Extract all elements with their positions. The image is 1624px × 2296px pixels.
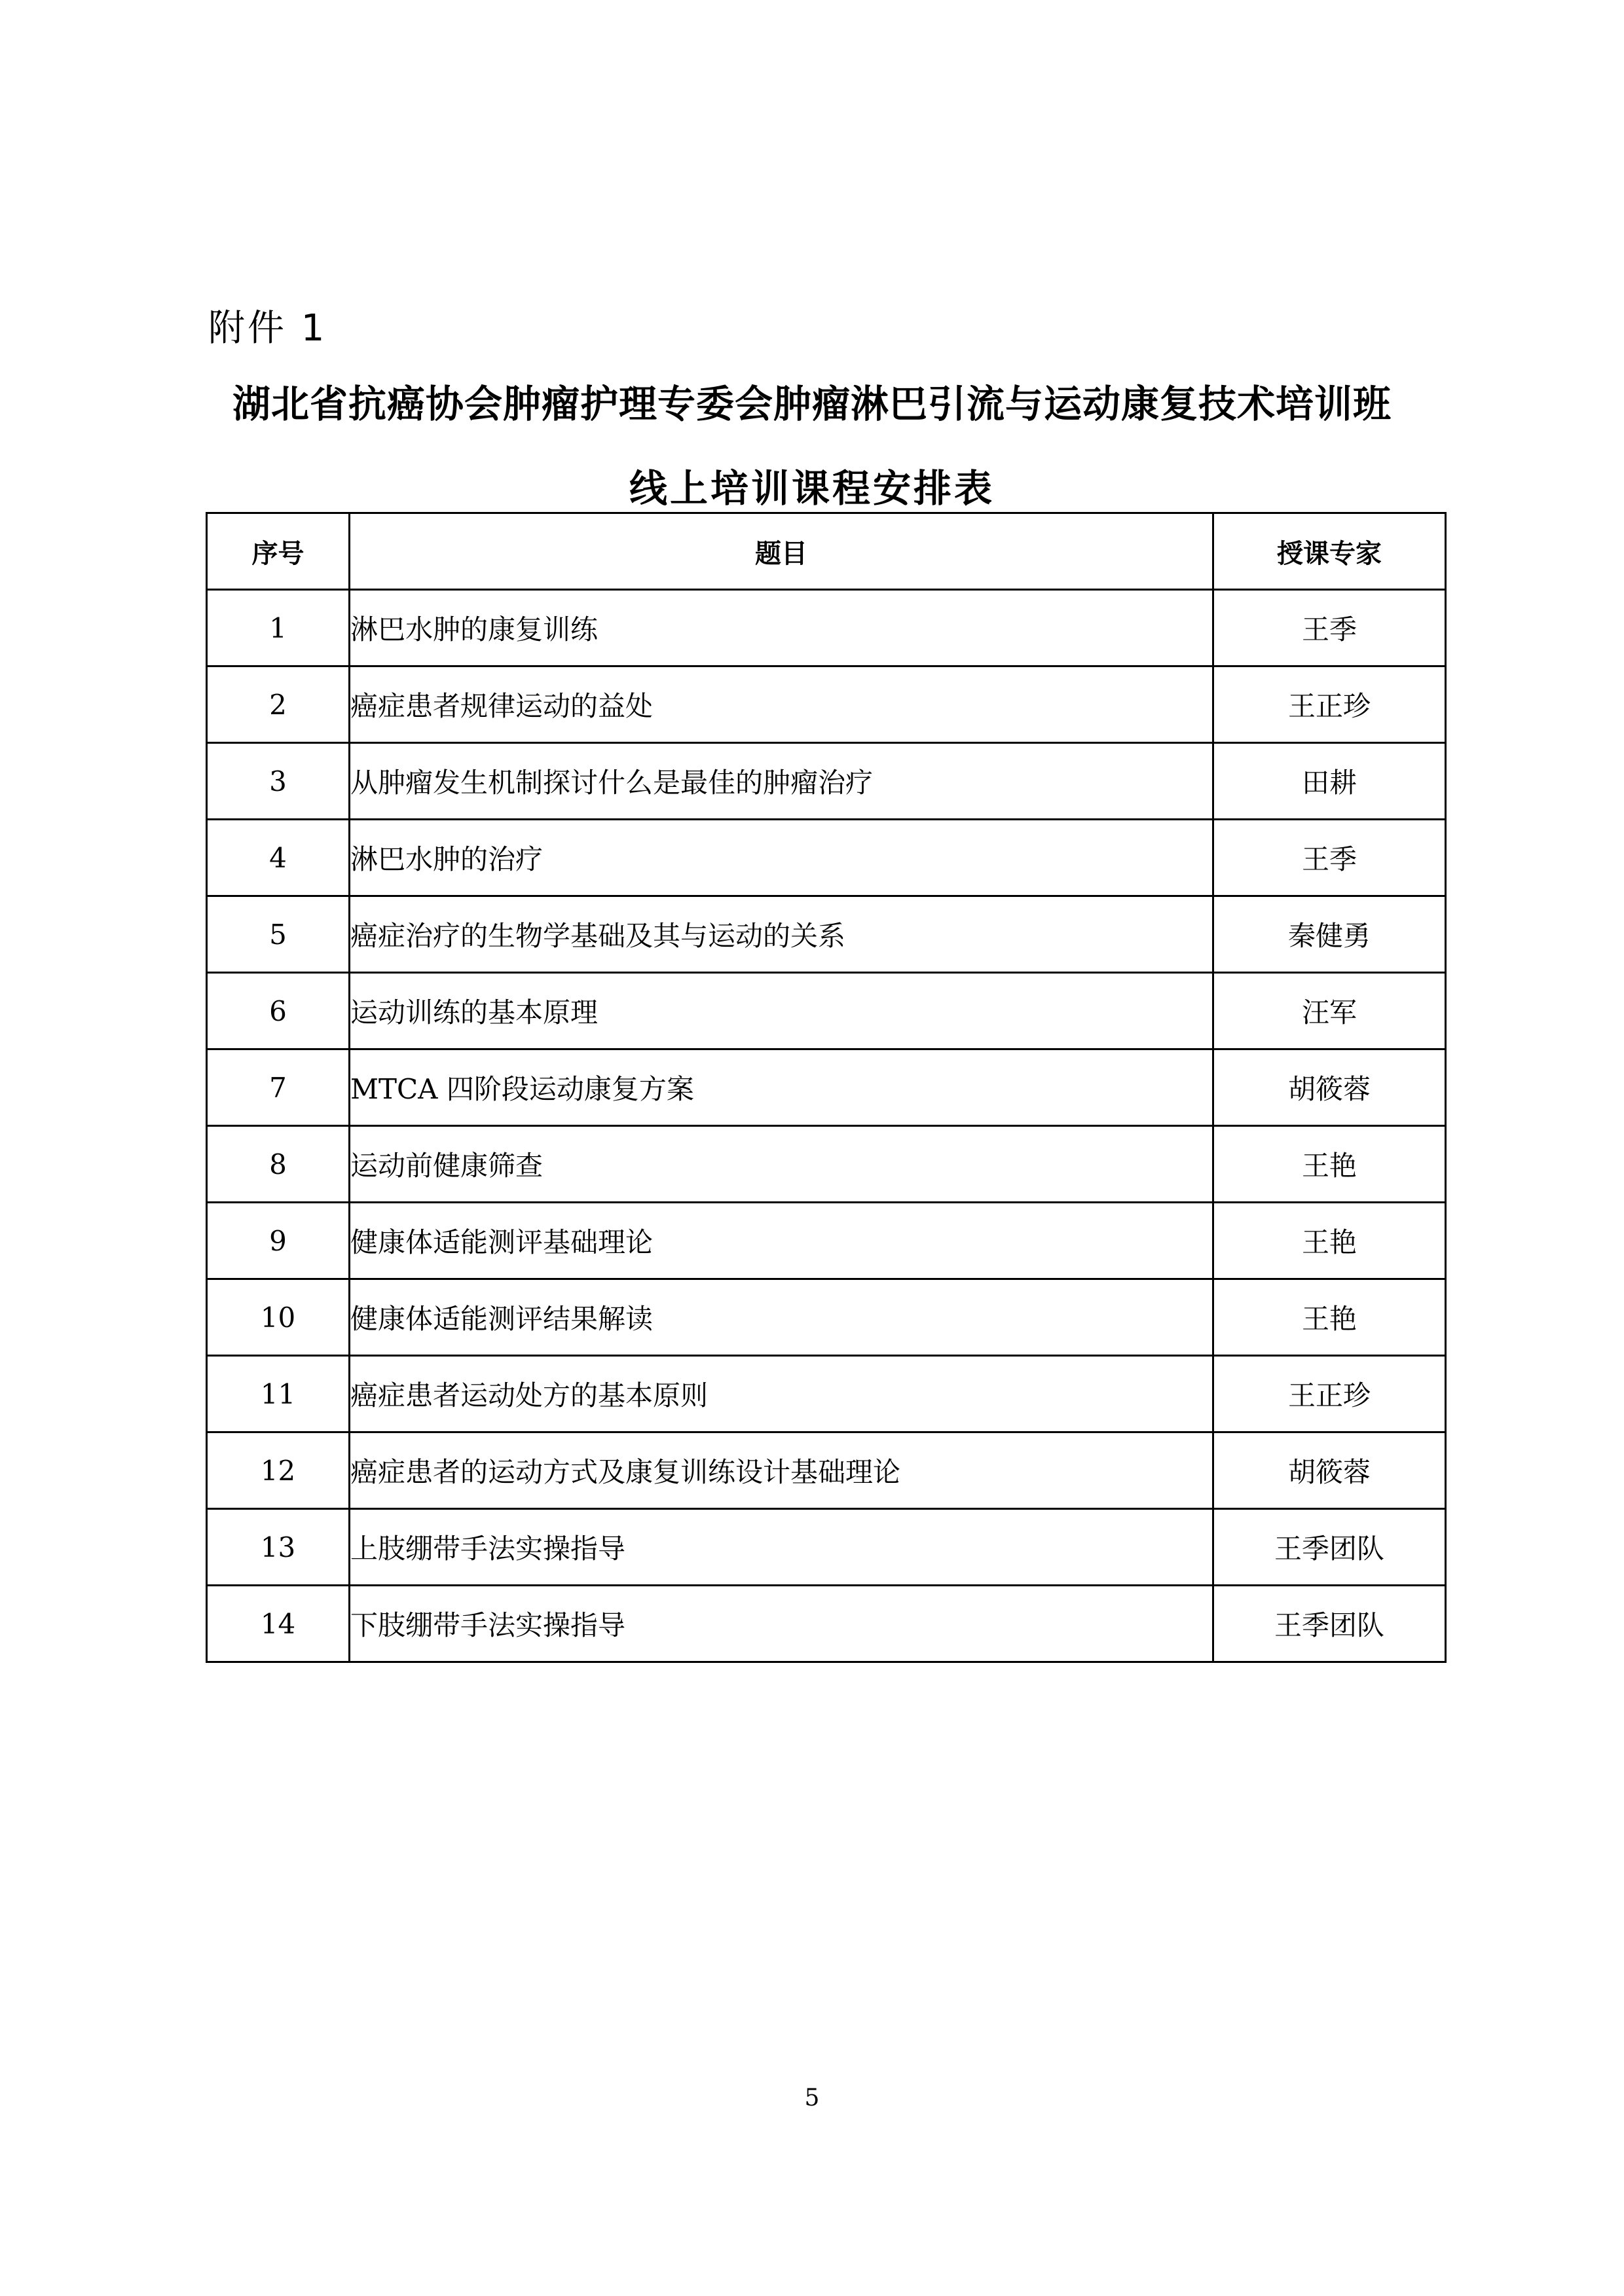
attachment-label: 附件 1 — [208, 307, 327, 350]
table-row — [207, 1126, 1446, 1203]
row-topic: 淋巴水肿的康复训练 — [350, 590, 1213, 666]
row-number: 9 — [207, 1203, 350, 1279]
document-title-line-2: 线上培训课程安排表 — [629, 466, 995, 511]
row-topic: 从肿瘤发生机制探讨什么是最佳的肿瘤治疗 — [350, 743, 1213, 820]
row-expert: 王季 — [1213, 820, 1446, 896]
page-number: 5 — [804, 2085, 820, 2111]
row-expert: 王季团队 — [1213, 1586, 1446, 1662]
table-row — [207, 1279, 1446, 1356]
row-expert: 胡筱蓉 — [1213, 1432, 1446, 1509]
header-topic: 题目 — [350, 513, 1213, 590]
row-expert: 王正珍 — [1213, 666, 1446, 743]
row-number: 3 — [207, 743, 350, 820]
row-expert: 田耕 — [1213, 743, 1446, 820]
row-topic: 癌症患者的运动方式及康复训练设计基础理论 — [350, 1432, 1213, 1509]
row-number: 12 — [207, 1432, 350, 1509]
row-topic: 健康体适能测评结果解读 — [350, 1279, 1213, 1356]
row-expert: 王艳 — [1213, 1126, 1446, 1203]
row-topic: 癌症治疗的生物学基础及其与运动的关系 — [350, 896, 1213, 973]
row-topic: 癌症患者运动处方的基本原则 — [350, 1356, 1213, 1432]
table-row — [207, 896, 1446, 973]
row-topic: 运动训练的基本原理 — [350, 973, 1213, 1049]
table-row — [207, 1432, 1446, 1509]
row-number: 14 — [207, 1586, 350, 1662]
header-number: 序号 — [207, 513, 350, 590]
row-number: 4 — [207, 820, 350, 896]
header-expert: 授课专家 — [1213, 513, 1446, 590]
row-number: 6 — [207, 973, 350, 1049]
row-topic: 上肢绷带手法实操指导 — [350, 1509, 1213, 1586]
table-row — [207, 820, 1446, 896]
row-expert: 王季团队 — [1213, 1509, 1446, 1586]
table-row — [207, 1356, 1446, 1432]
row-topic: 下肢绷带手法实操指导 — [350, 1586, 1213, 1662]
row-number: 8 — [207, 1126, 350, 1203]
row-topic: 运动前健康筛查 — [350, 1126, 1213, 1203]
row-expert: 王艳 — [1213, 1203, 1446, 1279]
row-expert: 王正珍 — [1213, 1356, 1446, 1432]
row-number: 1 — [207, 590, 350, 666]
table-row — [207, 1049, 1446, 1126]
row-number: 13 — [207, 1509, 350, 1586]
document-title-line-1: 湖北省抗癌协会肿瘤护理专委会肿瘤淋巴引流与运动康复技术培训班 — [232, 382, 1392, 426]
row-expert: 秦健勇 — [1213, 896, 1446, 973]
row-number: 7 — [207, 1049, 350, 1126]
table-row — [207, 1509, 1446, 1586]
table-header-row — [207, 513, 1446, 590]
row-topic: 健康体适能测评基础理论 — [350, 1203, 1213, 1279]
table-row — [207, 666, 1446, 743]
row-expert: 王艳 — [1213, 1279, 1446, 1356]
row-number: 10 — [207, 1279, 350, 1356]
row-topic: 癌症患者规律运动的益处 — [350, 666, 1213, 743]
course-schedule-table — [206, 512, 1447, 1663]
row-expert: 胡筱蓉 — [1213, 1049, 1446, 1126]
row-number: 5 — [207, 896, 350, 973]
row-number: 11 — [207, 1356, 350, 1432]
row-topic: MTCA 四阶段运动康复方案 — [350, 1049, 1213, 1126]
table-row — [207, 973, 1446, 1049]
table-row — [207, 590, 1446, 666]
row-expert: 汪军 — [1213, 973, 1446, 1049]
table-row — [207, 1203, 1446, 1279]
row-expert: 王季 — [1213, 590, 1446, 666]
table-row — [207, 1586, 1446, 1662]
row-topic: 淋巴水肿的治疗 — [350, 820, 1213, 896]
row-number: 2 — [207, 666, 350, 743]
table-row — [207, 743, 1446, 820]
